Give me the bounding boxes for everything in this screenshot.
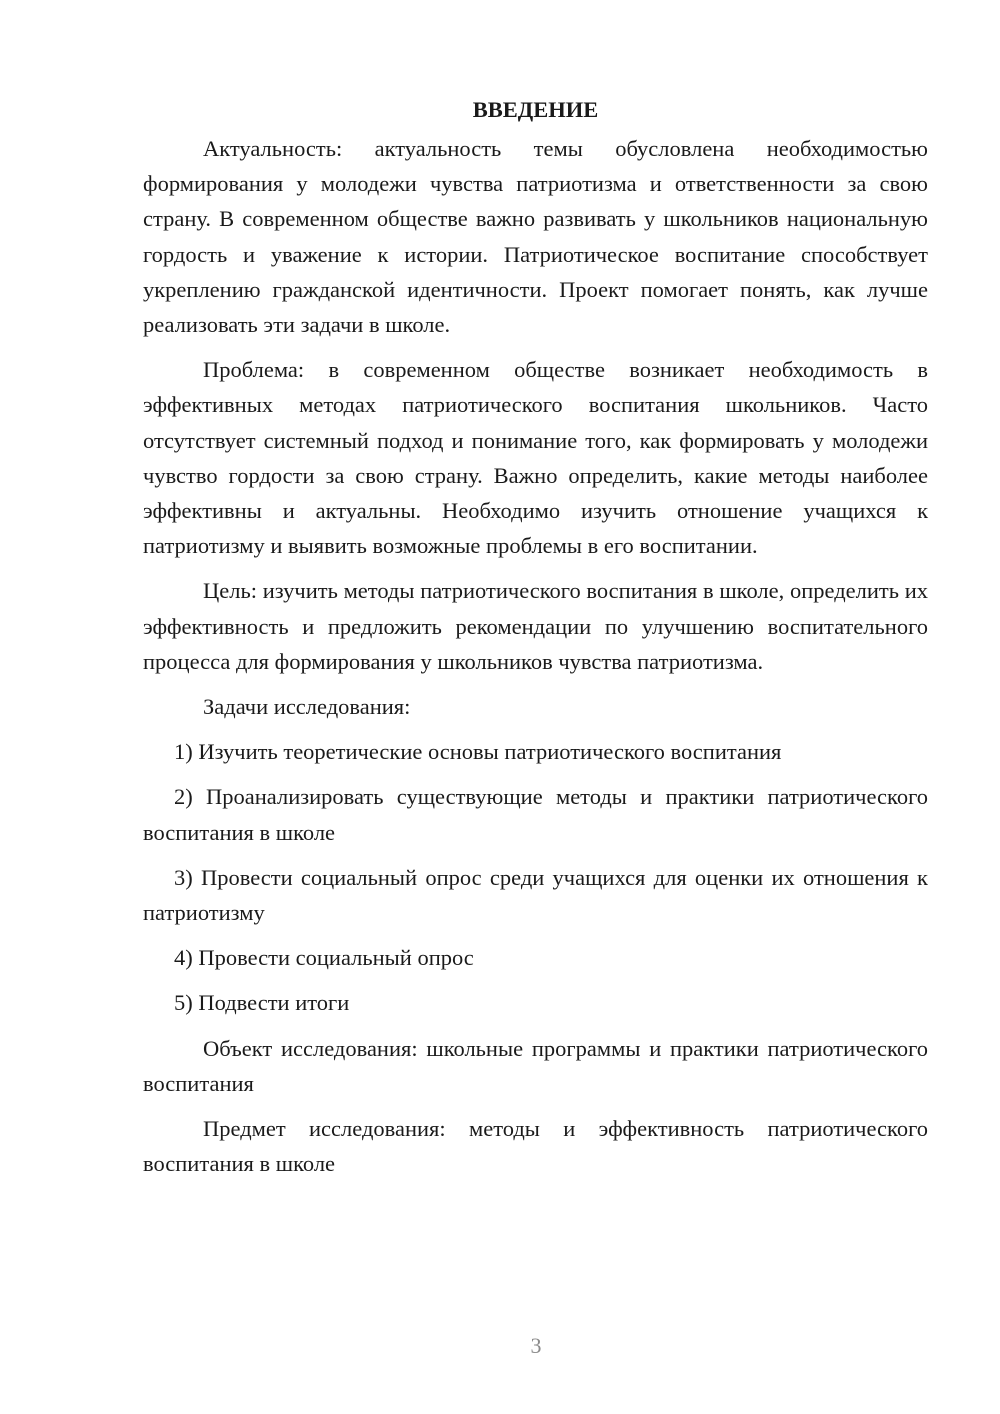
goal-paragraph: Цель: изучить методы патриотического воспитания в школе, определить их эффективность и предложить рекомендации по улучшению воспитательного процесса для формирования у школьников чувства патриотизма. [143, 578, 928, 674]
research-object-paragraph: Объект исследования: школьные программы и практики патриотического воспитания [143, 1035, 928, 1096]
page-number: 3 [530, 1333, 542, 1358]
tasks-heading: Задачи исследования: [203, 694, 411, 720]
task-item-4: 4) Провести социальный опрос [174, 945, 474, 971]
document-body [143, 92, 928, 1191]
problem-paragraph: Проблема: в современном обществе возникает необходимость в эффективных методах патриотического воспитания школьников. Часто отсутствует системный подход и понимание того, как формировать у молодежи чувство гордости за свою страну. Важно определить, какие методы наиболее эффективны и актуальны. Необходимо изучить отношение учащихся к патриотизму и выявить возможные проблемы в его воспитании. [143, 357, 928, 559]
relevance-paragraph: Актуальность: актуальность темы обусловлена необходимостью формирования у молодежи чувства патриотизма и ответственности за свою страну. В современном обществе важно развивать у школьников национальную гордость и уважение к истории. Патриотическое воспитание способствует укреплению гражданской идентичности. Проект помогает понять, как лучше реализовать эти задачи в школе. [143, 136, 928, 338]
task-item-2: 2) Проанализировать существующие методы и практики патриотического воспитания в школе [143, 784, 928, 845]
task-item-5: 5) Подвести итоги [174, 990, 350, 1016]
task-item-1: 1) Изучить теоретические основы патриотического воспитания [174, 739, 782, 765]
research-subject-paragraph: Предмет исследования: методы и эффективность патриотического воспитания в школе [143, 1116, 928, 1177]
task-item-3: 3) Провести социальный опрос среди учащихся для оценки их отношения к патриотизму [143, 864, 928, 926]
section-title: ВВЕДЕНИЕ [472, 97, 599, 122]
